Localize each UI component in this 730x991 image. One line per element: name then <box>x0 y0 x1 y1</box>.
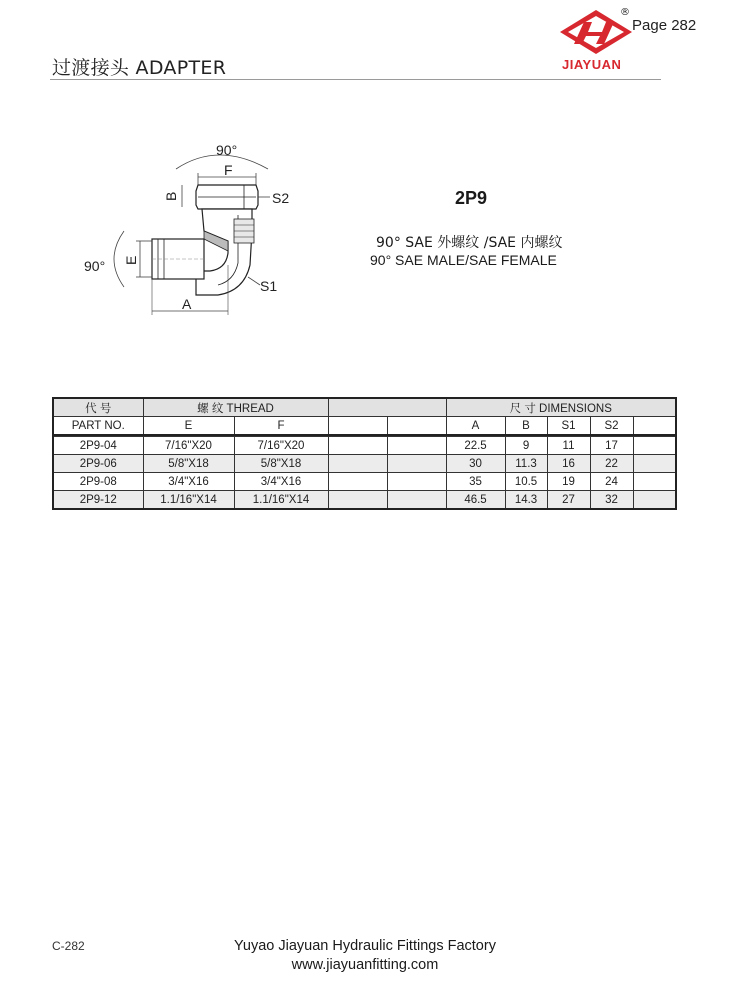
dim-b-cell: 9 <box>505 437 547 455</box>
header-code-cn: 代 号 <box>53 398 143 417</box>
table-row <box>53 491 676 510</box>
dim-a-cell: 30 <box>446 455 505 473</box>
dim-s1-cell: 11 <box>547 437 590 455</box>
dim-s2-cell: 24 <box>590 473 633 491</box>
part-no-cell: 2P9-08 <box>53 473 143 491</box>
dim-s2-cell: 32 <box>590 491 633 510</box>
angle-left-label: 90° <box>84 258 106 274</box>
dim-a-cell: 46.5 <box>446 491 505 510</box>
thread-e-cell: 7/16"X20 <box>143 437 234 455</box>
thread-e-cell: 1.1/16"X14 <box>143 491 234 510</box>
header-b: B <box>505 417 547 435</box>
thread-e-cell: 3/4"X16 <box>143 473 234 491</box>
header-divider <box>50 79 661 80</box>
dim-s2-label: S2 <box>272 190 290 206</box>
page-number: Page 282 <box>632 17 697 34</box>
thread-f-cell: 7/16"X20 <box>234 437 328 455</box>
dim-s2-cell: 17 <box>590 437 633 455</box>
brand-name: JIAYUAN <box>562 57 622 72</box>
product-description-cn: 90° SAE 外螺纹 /SAE 内螺纹 <box>376 235 563 251</box>
dim-s1-cell: 27 <box>547 491 590 510</box>
header-empty <box>633 417 676 435</box>
dim-f-label: F <box>224 162 233 178</box>
dim-b-cell: 11.3 <box>505 455 547 473</box>
header-empty <box>328 417 387 435</box>
dim-s1-cell: 19 <box>547 473 590 491</box>
header-empty <box>387 417 446 435</box>
footer-website[interactable]: www.jiayuanfitting.com <box>291 957 439 973</box>
thread-f-cell: 3/4"X16 <box>234 473 328 491</box>
angle-top-label: 90° <box>216 142 238 158</box>
table-header-row-1 <box>53 398 676 417</box>
footer-company: Yuyao Jiayuan Hydraulic Fittings Factory <box>234 938 496 954</box>
part-no-cell: 2P9-06 <box>53 455 143 473</box>
product-description-en: 90° SAE MALE/SAE FEMALE <box>370 252 557 268</box>
registered-mark: ® <box>620 7 630 18</box>
thread-f-cell: 5/8"X18 <box>234 455 328 473</box>
product-code: 2P9 <box>455 188 488 208</box>
dim-a-cell: 35 <box>446 473 505 491</box>
part-no-cell: 2P9-04 <box>53 437 143 455</box>
header-s1: S1 <box>547 417 590 435</box>
spec-table <box>52 397 677 510</box>
header-f: F <box>234 417 328 435</box>
thread-f-cell: 1.1/16"X14 <box>234 491 328 510</box>
table-row <box>53 437 676 455</box>
page-title: 过渡接头 ADAPTER <box>52 57 227 79</box>
footer-page-code: C-282 <box>52 939 85 953</box>
dim-s2-cell: 22 <box>590 455 633 473</box>
thread-e-cell: 5/8"X18 <box>143 455 234 473</box>
dim-a-cell: 22.5 <box>446 437 505 455</box>
fitting-drawing <box>78 135 318 320</box>
table-row <box>53 455 676 473</box>
dim-a-label: A <box>182 296 192 312</box>
table-header-row-2 <box>53 417 676 435</box>
dim-s1-label: S1 <box>260 278 278 294</box>
header-blank <box>328 398 446 417</box>
header-part-no: PART NO. <box>53 417 143 435</box>
header-thread: 螺 纹 THREAD <box>143 398 328 417</box>
header-dimensions: 尺 寸 DIMENSIONS <box>446 398 676 417</box>
dim-s1-cell: 16 <box>547 455 590 473</box>
dim-e-label: E <box>123 255 139 265</box>
dim-b-label: B <box>163 191 179 201</box>
table-row <box>53 473 676 491</box>
header-e: E <box>143 417 234 435</box>
header-a: A <box>446 417 505 435</box>
dim-b-cell: 14.3 <box>505 491 547 510</box>
dim-b-cell: 10.5 <box>505 473 547 491</box>
header-s2: S2 <box>590 417 633 435</box>
part-no-cell: 2P9-12 <box>53 491 143 510</box>
